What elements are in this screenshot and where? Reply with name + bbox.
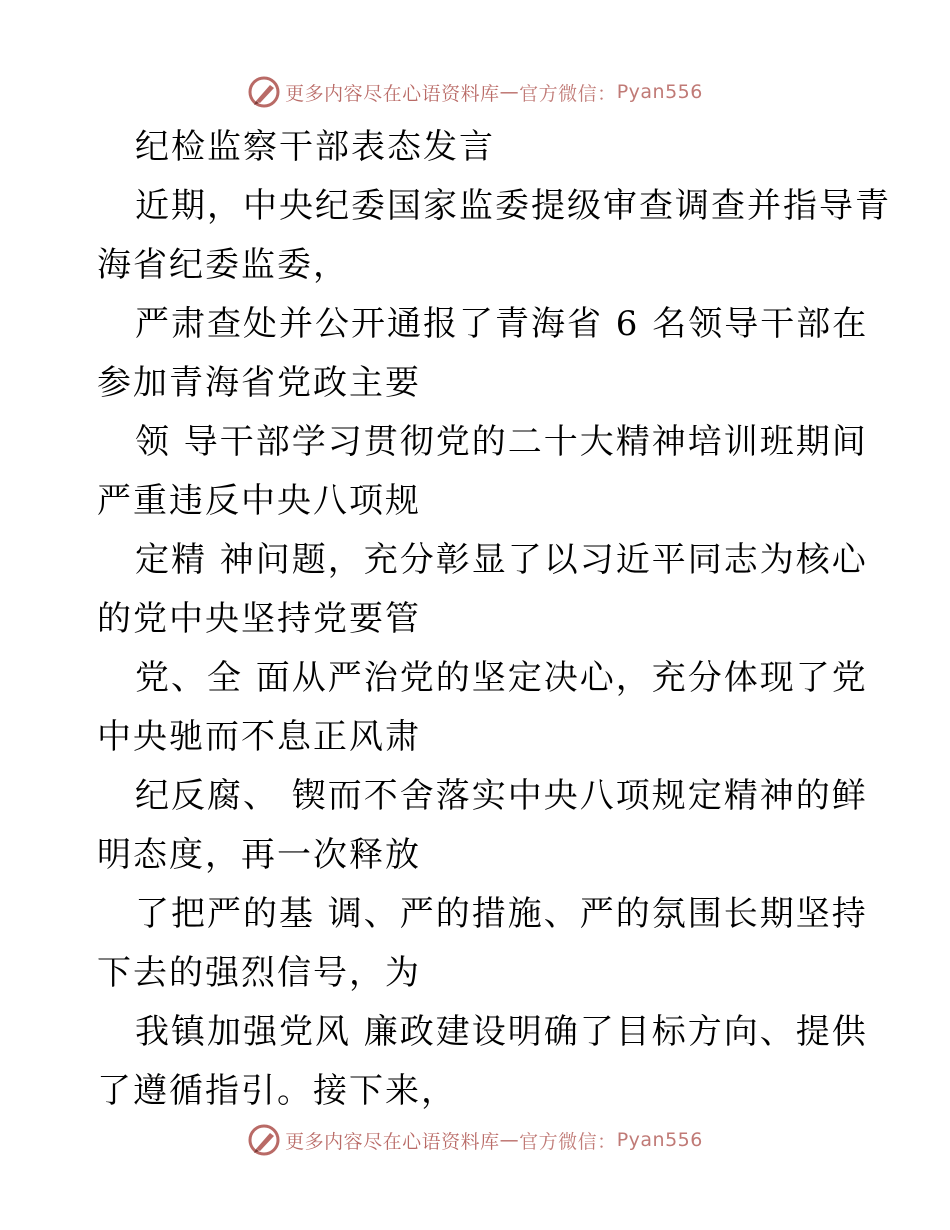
paragraph-line: 了遵循指引。接下来， [97, 1071, 457, 1111]
paragraph-line: 严重违反中央八项规 [97, 481, 421, 521]
paragraph-line: 了把严的基 调、严的措施、严的氛围长期坚持 [135, 894, 868, 934]
banner-wechat-label: 官方微信： [519, 1130, 617, 1153]
banner-separator: — [499, 1129, 520, 1151]
paragraph-line: 参加青海省党政主要 [97, 363, 421, 403]
header-banner [0, 72, 950, 112]
paragraph-line: 下去的强烈信号，为 [97, 953, 421, 993]
banner-separator: — [499, 81, 520, 103]
paragraph-line: 海省纪委监委， [97, 245, 349, 285]
banner-wechat-id: Pyan556 [616, 81, 703, 103]
paragraph-line: 的党中央坚持党要管 [97, 599, 421, 639]
paragraph-line: 纪反腐、 锲而不舍落实中央八项规定精神的鲜 [135, 776, 868, 816]
paragraph-line: 定精 神问题，充分彰显了以习近平同志为核心 [135, 540, 868, 580]
paragraph-line: 我镇加强党风 廉政建设明确了目标方向、提供 [135, 1012, 868, 1052]
paragraph-line: 近期，中央纪委国家监委提级审查调查并指导青 [135, 186, 891, 226]
banner-wechat-label: 官方微信： [519, 82, 617, 105]
paragraph-line: 严肃查处并公开通报了青海省 6 名领导干部在 [135, 304, 869, 344]
pen-logo-icon [247, 1123, 281, 1157]
footer-banner [0, 1120, 950, 1160]
paragraph-line: 中央驰而不息正风肃 [97, 717, 421, 757]
banner-wechat-id: Pyan556 [616, 1129, 703, 1151]
document-title: 纪检监察干部表态发言 [135, 127, 495, 167]
paragraph-line: 党、全 面从严治党的坚定决心，充分体现了党 [135, 658, 868, 698]
paragraph-line: 明态度，再一次释放 [97, 835, 421, 875]
banner-text: 更多内容尽在心语资料库 [285, 1130, 500, 1153]
pen-logo-icon [247, 75, 281, 109]
paragraph-line: 领 导干部学习贯彻党的二十大精神培训班期间 [135, 422, 868, 462]
banner-text: 更多内容尽在心语资料库 [285, 82, 500, 105]
document-body [97, 118, 891, 1121]
